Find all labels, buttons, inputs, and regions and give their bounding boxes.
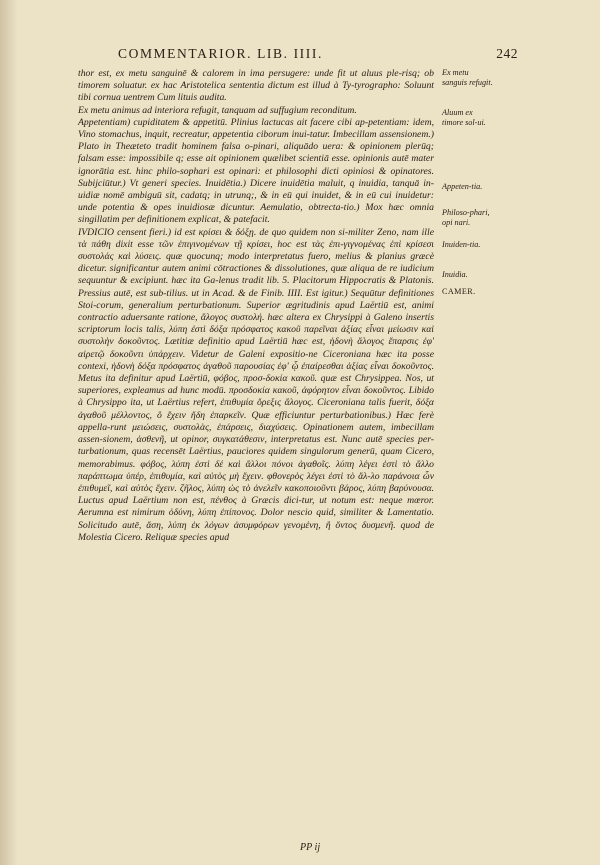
paragraph: Appetentiam) cupiditatem & appetitū. Plinius lactucas ait facere cibi ap-petentiam: idem, Vino stomachus, inquit, recreatur, appetentia ciborum inui-tatur. Imbecillam assensionem.) Plato in Theæteto tradit hominem falsa o-pinari, aliquādo uera: & opinionem plerūq; falsam esse: impossibile q; esse ait opinionem quælibet scientiā esse. opinionis autē mater ignorātia est. hinc philo-sophari est opinari: et philosophi dicti opiniosi & opinatores. Subijciūtur.) Vt generi species. Inuidētia.) Dicere inuidētia maluit, q inuidia, tanquā in-uidiæ nomē ambiguū sit, cadatq; in utrunq;, & in eū qui inuidet, & in eū cui inuidetur: unde potentia & opes inuidiosæ dicuntur. Aemulatio, obtrecta-tio.) Mox hæc omnia singillatim per definitionem explicat, & patefacit. <box>78 116 434 226</box>
margin-note: Inuiden-tia. <box>442 240 481 249</box>
signature-mark: PP ij <box>300 842 321 853</box>
running-title: COMMENTARIOR. LIB. IIII. <box>118 46 323 61</box>
margin-note: CAMER. <box>442 287 476 296</box>
paragraph: IVDICIO censent fieri.) id est κρίσει & δόξῃ. de quo quidem non si-militer Zeno, nam ille τὰ πάθη dixit esse τῶν ἐπιγινομένων τῇ κρίσει, hoc est τὰς ἐπι-γιγνομένας ἐπὶ κρίσεσι συστολάς καὶ λύσεις. quæ quocunq; modo interpretatus fuero, melius & planius græcè dicetur. significantur autem animi cōtractiones & dissolutiones, quæ aliqua de re iudicium sequuntur & excipiunt. hæc ita Ga-lenus tradit lib. 5. Placitorum Hippocratis & Platonis. Pressius autē, est sub-tilius. ut in Acad. & de Finib. IIII. Est igitur.) Sequūtur definitiones Stoi-corum, generalium perturbationum. Superior ægritudinis apud Laërtiū est, animi contractio aduersante ratione, ἄλογος συστολή. hæc altera ex Chrysippi à Galeno insertis scriptorum locis talis, λύπη ἐστὶ δόξα πρόσφατος κακοῦ παρεῖναι ἀξίας εἶναι μείωσιν καὶ συστολὴν δοκοῦντος. Lætitiæ definitio apud Laërtiū hæc est, ἡδονὴ ἄλογος ἔπαρσις ἐφ' αἱρετῷ δοκοῦντι ὑπάρχειν. Videtur de Galeni expositio-ne Ciceroniana hæc ita posse contexi, ἡδονὴ δόξα πρόσφατος ἀγαθοῦ παρουσίας ἐφ' ᾧ ἐπαίρεσθαι ἀξίας εἶναι δοκοῦντος. Metus ita definitur apud Laërtiū, φόβος, προσ-δοκία κακοῦ. quæ est Chrysippea. Nos, ut superiores, expleamus ad hunc modū. προσδοκία κακοῦ, ἀφόρητον εἶναι δοκοῦντος. Libido à Chrysippo ita, ut Laërtius refert, ἐπιθυμία ὄρεξις ἄλογος. Ciceroniana talis fuerit, δόξα ἀγαθοῦ μέλλοντος, ὃ ἔχειν ἤδη ἐπαρκεῖν. Quæ efficiuntur perturbationibus.) Hæc ferè appella-runt μειώσεις, συστολὰς, ἐπάρσεις, διαχύσεις. Opinationem autem, imbecillam assen-sionem, ἀσθενῆ, ut opinor, συγκατάθεσιν, interpretatus est. Nunc autē species per-turbationum, quas recensēt Laërtius, pauciores quidem singulorum generū, quam Cicero, memorabimus. φόβος, λύπη ἐστὶ δέ καὶ ἄλλοι πόνοι ἀγαθοῖς. λύπη λέγει ἐστὶ τὸ ἄλλο παράπτωμα ὑπέρ, ἐπιθυμία, καὶ αὐτὸς μὴ ἔχειν. φθονερὸς λέγει ἐστὶ τὸ ἄλ-λο παράνοια ὧν ἐπιθυμεῖ, καὶ αὐτὸς ἔχειν. ζῆλος, λύπη ὡς τὸ ἀνελεῖν κακοποιοῦντι βάρος, λύπη βαρύνουσα. Luctus apud Laërtium non est, πένθος à Græcis dici-tur, ut notum est: neque mœror. Aerumna est nimirum ὀδύνη, λύπη ἐπίπονος. Dolor nescio quid, similiter & Lamentatio. Solicitudo autē, ἄση, λύπη ἐκ λόγων ἀσυμφόρων γενομένη, ἢ ὄντος δυσμενῆ. quod de Molestia Cicero. Reliquæ species apud <box>78 226 434 543</box>
margin-note: Philoso-phari, opi nari. <box>442 208 490 227</box>
page-header <box>118 46 518 62</box>
margin-note: Inuidia. <box>442 270 468 279</box>
margin-note: Aluum ex timore sol-ui. <box>442 108 486 127</box>
paragraph: thor est, ex metu sanguinē & calorem in ima persugere: unde fit ut aluus ple-risq; ob timorem soluatur. ex hac Aristotelica sententia dictum est illud à Ty-tyrographo: Soluunt tibi cornua uentrem Cum lituis audita. <box>78 68 434 104</box>
page-gutter-shadow <box>0 0 18 865</box>
page-number: 242 <box>496 46 518 61</box>
paragraph: Ex metu animus ad interiora refugit, tanquam ad suffugium reconditum. <box>78 104 357 116</box>
main-text-column <box>78 68 434 544</box>
margin-note: Ex metu sanguis refugit. <box>442 68 493 87</box>
margin-note: Appeten-tia. <box>442 182 483 191</box>
